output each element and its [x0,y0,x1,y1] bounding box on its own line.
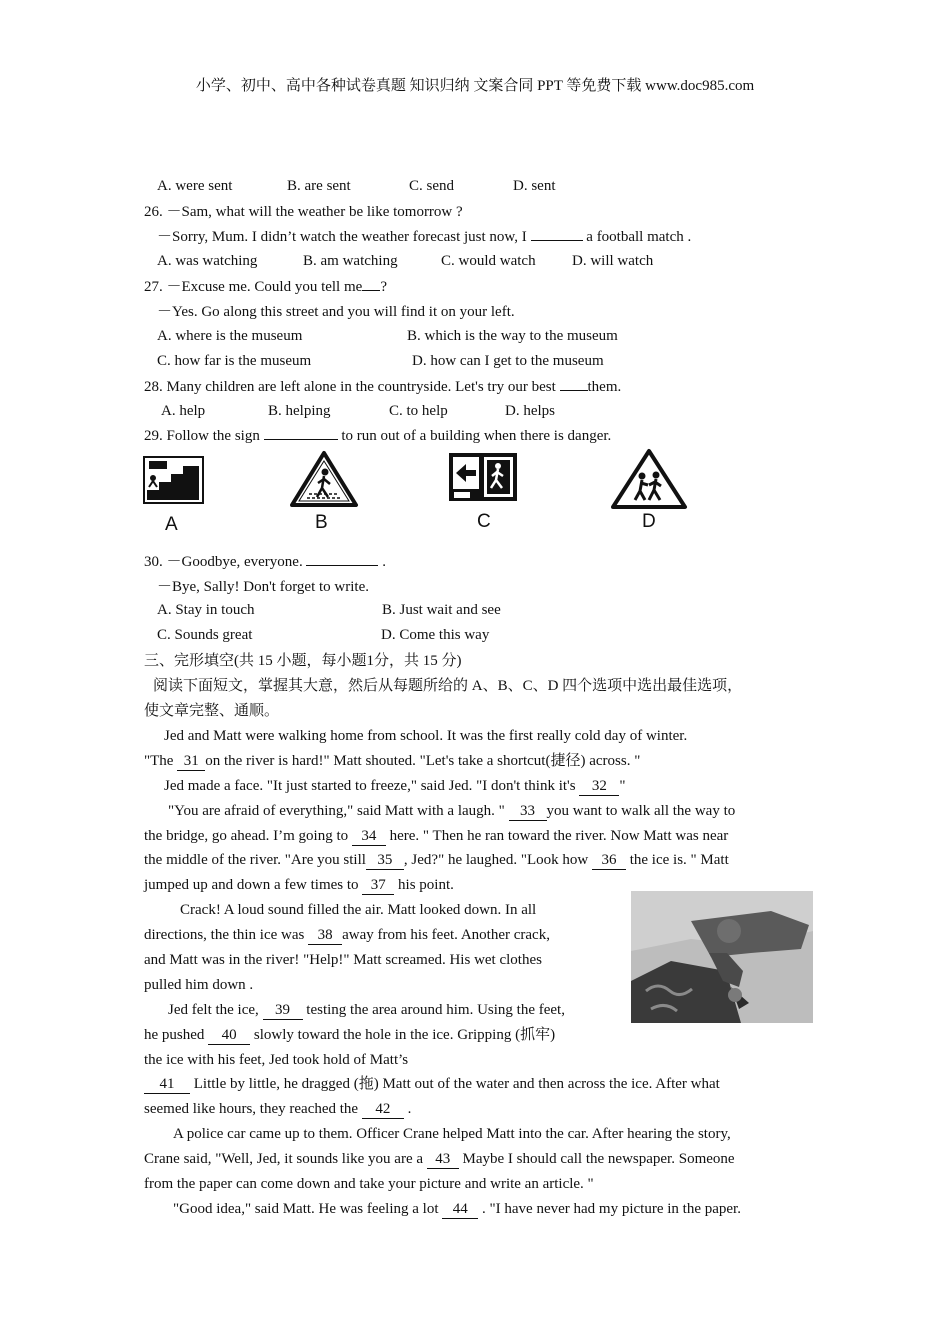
passage-line: and Matt was in the river! "Help!" Matt screamed. His wet clothes [144,952,542,968]
passage-text: he pushed [144,1027,205,1043]
section-instruction-line-2: 使文章完整、通顺。 [144,703,280,719]
passage-text: directions, the thin ice was [144,927,305,943]
q28-option-a: A. help [161,403,206,419]
q29-blank [264,439,338,440]
passage-line: pulled him down . [144,977,254,993]
passage-text: seemed like hours, they reached the [144,1101,359,1117]
passage-line: from the paper can come down and take your picture and write an article. " [144,1176,594,1192]
blank-40: 40 [208,1026,250,1045]
passage-text: . "I have never had my picture in the paper. [482,1201,741,1217]
passage-text: "You are afraid of everything," said Matt with a laugh. " [168,803,505,819]
passage-text: the middle of the river. "Are you still [144,852,366,868]
q27-option-d: D. how can I get to the museum [412,353,604,369]
q30-stem-after: . [382,554,386,570]
q30-stem [144,551,386,573]
q29-stem [144,425,611,447]
sign-letter-b: B [315,512,328,533]
q25-option-c: C. send [409,178,454,194]
q30-option-c: C. Sounds great [157,627,253,643]
passage-line: A police car came up to them. Officer Crane helped Matt into the car. After hearing the story, [173,1126,731,1142]
passage-text: jumped up and down a few times to [144,877,359,893]
passage-text: the bridge, go ahead. I’m going to [144,828,349,844]
passage-text: , Jed?" he laughed. "Look how [403,852,589,868]
q25-option-a: A. were sent [157,178,233,194]
q26-stem: 26. －Sam, what will the weather be like tomorrow ? [144,204,463,220]
sign-letter-d: D [642,511,656,532]
blank-35: 35 [366,851,404,870]
passage-text: away from his feet. Another crack, [342,927,550,943]
passage-text: Jed made a face. "It just started to freeze," said Jed. "I don't think it's [164,778,576,794]
passage-line [168,999,565,1021]
q26-reply-before: －Sorry, Mum. I didn’t watch the weather forecast just now, I [157,229,527,245]
passage-line: the ice with his feet, Jed took hold of Matt’s [144,1052,409,1068]
q26-option-c: C. would watch [441,253,536,269]
blank-39: 39 [263,1001,303,1020]
q29-stem-before: 29. Follow the sign [144,428,260,444]
passage-line [144,874,454,896]
blank-32: 32 [579,777,619,796]
passage-text: testing the area around him. Using the feet, [306,1002,565,1018]
q25-option-d: D. sent [513,178,556,194]
passage-line: Crack! A loud sound filled the air. Matt looked down. In all [180,902,537,918]
q30-reply: －Bye, Sally! Don't forget to write. [157,579,369,595]
q30-option-b: B. Just wait and see [382,602,501,618]
q30-option-a: A. Stay in touch [157,602,255,618]
blank-33: 33 [509,802,547,821]
q30-stem-before: 30. －Goodbye, everyone. [144,554,303,570]
children-crossing-sign-icon [610,448,688,510]
passage-text: "Good idea," said Matt. He was feeling a lot [173,1201,439,1217]
q30-blank [306,565,378,566]
q27-stem-after: ? [380,279,387,295]
q27-blank [362,290,380,291]
passage-text: Maybe I should call the newspaper. Someone [462,1151,735,1167]
passage-text: the ice is. " Matt [629,852,729,868]
blank-41: 41 [144,1075,190,1094]
passage-line [144,924,550,946]
passage-line [144,825,728,847]
q26-reply-after: a football match . [586,229,692,245]
q27-stem [144,276,387,298]
section-title: 三、完形填空(共 15 小题，每小题1分，共 15 分) [144,653,462,669]
q27-stem-before: 27. －Excuse me. Could you tell me [144,279,363,295]
passage-text: Crane said, "Well, Jed, it sounds like you are a [144,1151,424,1167]
passage-line [144,849,729,871]
blank-37: 37 [362,876,394,895]
blank-38: 38 [308,926,342,945]
passage-line [144,1024,555,1046]
emergency-exit-sign-icon [448,452,518,502]
q28-stem-before: 28. Many children are left alone in the countryside. Let's try our best [144,379,556,395]
q26-option-d: D. will watch [572,253,654,269]
q28-blank [560,390,588,391]
q27-option-b: B. which is the way to the museum [407,328,618,344]
blank-31: 31 [177,752,205,771]
section-instruction-line-1: 阅读下面短文，掌握其大意，然后从每题所给的 A、B、C、D 四个选项中选出最佳选项， [153,678,743,694]
passage-text: his point. [398,877,454,893]
passage-text: "The [144,753,174,769]
q30-option-d: D. Come this way [381,627,490,643]
q27-option-a: A. where is the museum [157,328,303,344]
passage-line [144,1098,411,1120]
q26-option-b: B. am watching [303,253,398,269]
passage-text: you want to walk all the way to [546,803,736,819]
q27-reply: －Yes. Go along this street and you will find it on your left. [157,304,515,320]
passage-line [173,1198,741,1220]
blank-42: 42 [362,1100,404,1119]
blank-43: 43 [427,1150,459,1169]
q26-reply [157,226,691,248]
passage-line [168,800,735,822]
pedestrian-crossing-sign-icon [289,450,359,508]
q29-stem-after: to run out of a building when there is danger. [341,428,612,444]
passage-line [144,1073,720,1095]
passage-text: on the river is hard!" Matt shouted. "Let's take a shortcut(捷径) across. " [205,753,641,769]
sign-letter-a: A [165,514,178,535]
passage-text: Jed felt the ice, [168,1002,259,1018]
passage-line: Jed and Matt were walking home from school. It was the first really cold day of winter. [164,728,688,744]
page-header: 小学、初中、高中各种试卷真题 知识归纳 文案合同 PPT 等免费下载 www.doc985.com [195,78,755,94]
q27-option-c: C. how far is the museum [157,353,312,369]
q28-option-c: C. to help [389,403,448,419]
passage-text: slowly toward the hole in the ice. Gripping (抓牢) [253,1027,556,1043]
passage-text: " [619,778,626,794]
passage-text: . [407,1101,412,1117]
ice-rescue-photo [631,891,813,1023]
blank-34: 34 [352,827,386,846]
q28-stem-after: them. [587,379,622,395]
passage-line [164,775,625,797]
passage-text: Little by little, he dragged (拖) Matt out of the water and then across the ice. After what [193,1076,720,1092]
ice-rescue-illustration [631,891,813,1023]
passage-line [144,750,640,772]
q25-option-b: B. are sent [287,178,351,194]
blank-44: 44 [442,1200,478,1219]
passage-line [144,1148,735,1170]
q26-option-a: A. was watching [157,253,258,269]
stairs-sign-icon [143,456,204,504]
q28-option-d: D. helps [505,403,555,419]
q28-stem [144,376,621,398]
q26-blank [531,240,583,241]
sign-letter-c: C [477,511,491,532]
blank-36: 36 [592,851,626,870]
passage-text: here. " Then he ran toward the river. Now Matt was near [389,828,729,844]
q28-option-b: B. helping [268,403,331,419]
